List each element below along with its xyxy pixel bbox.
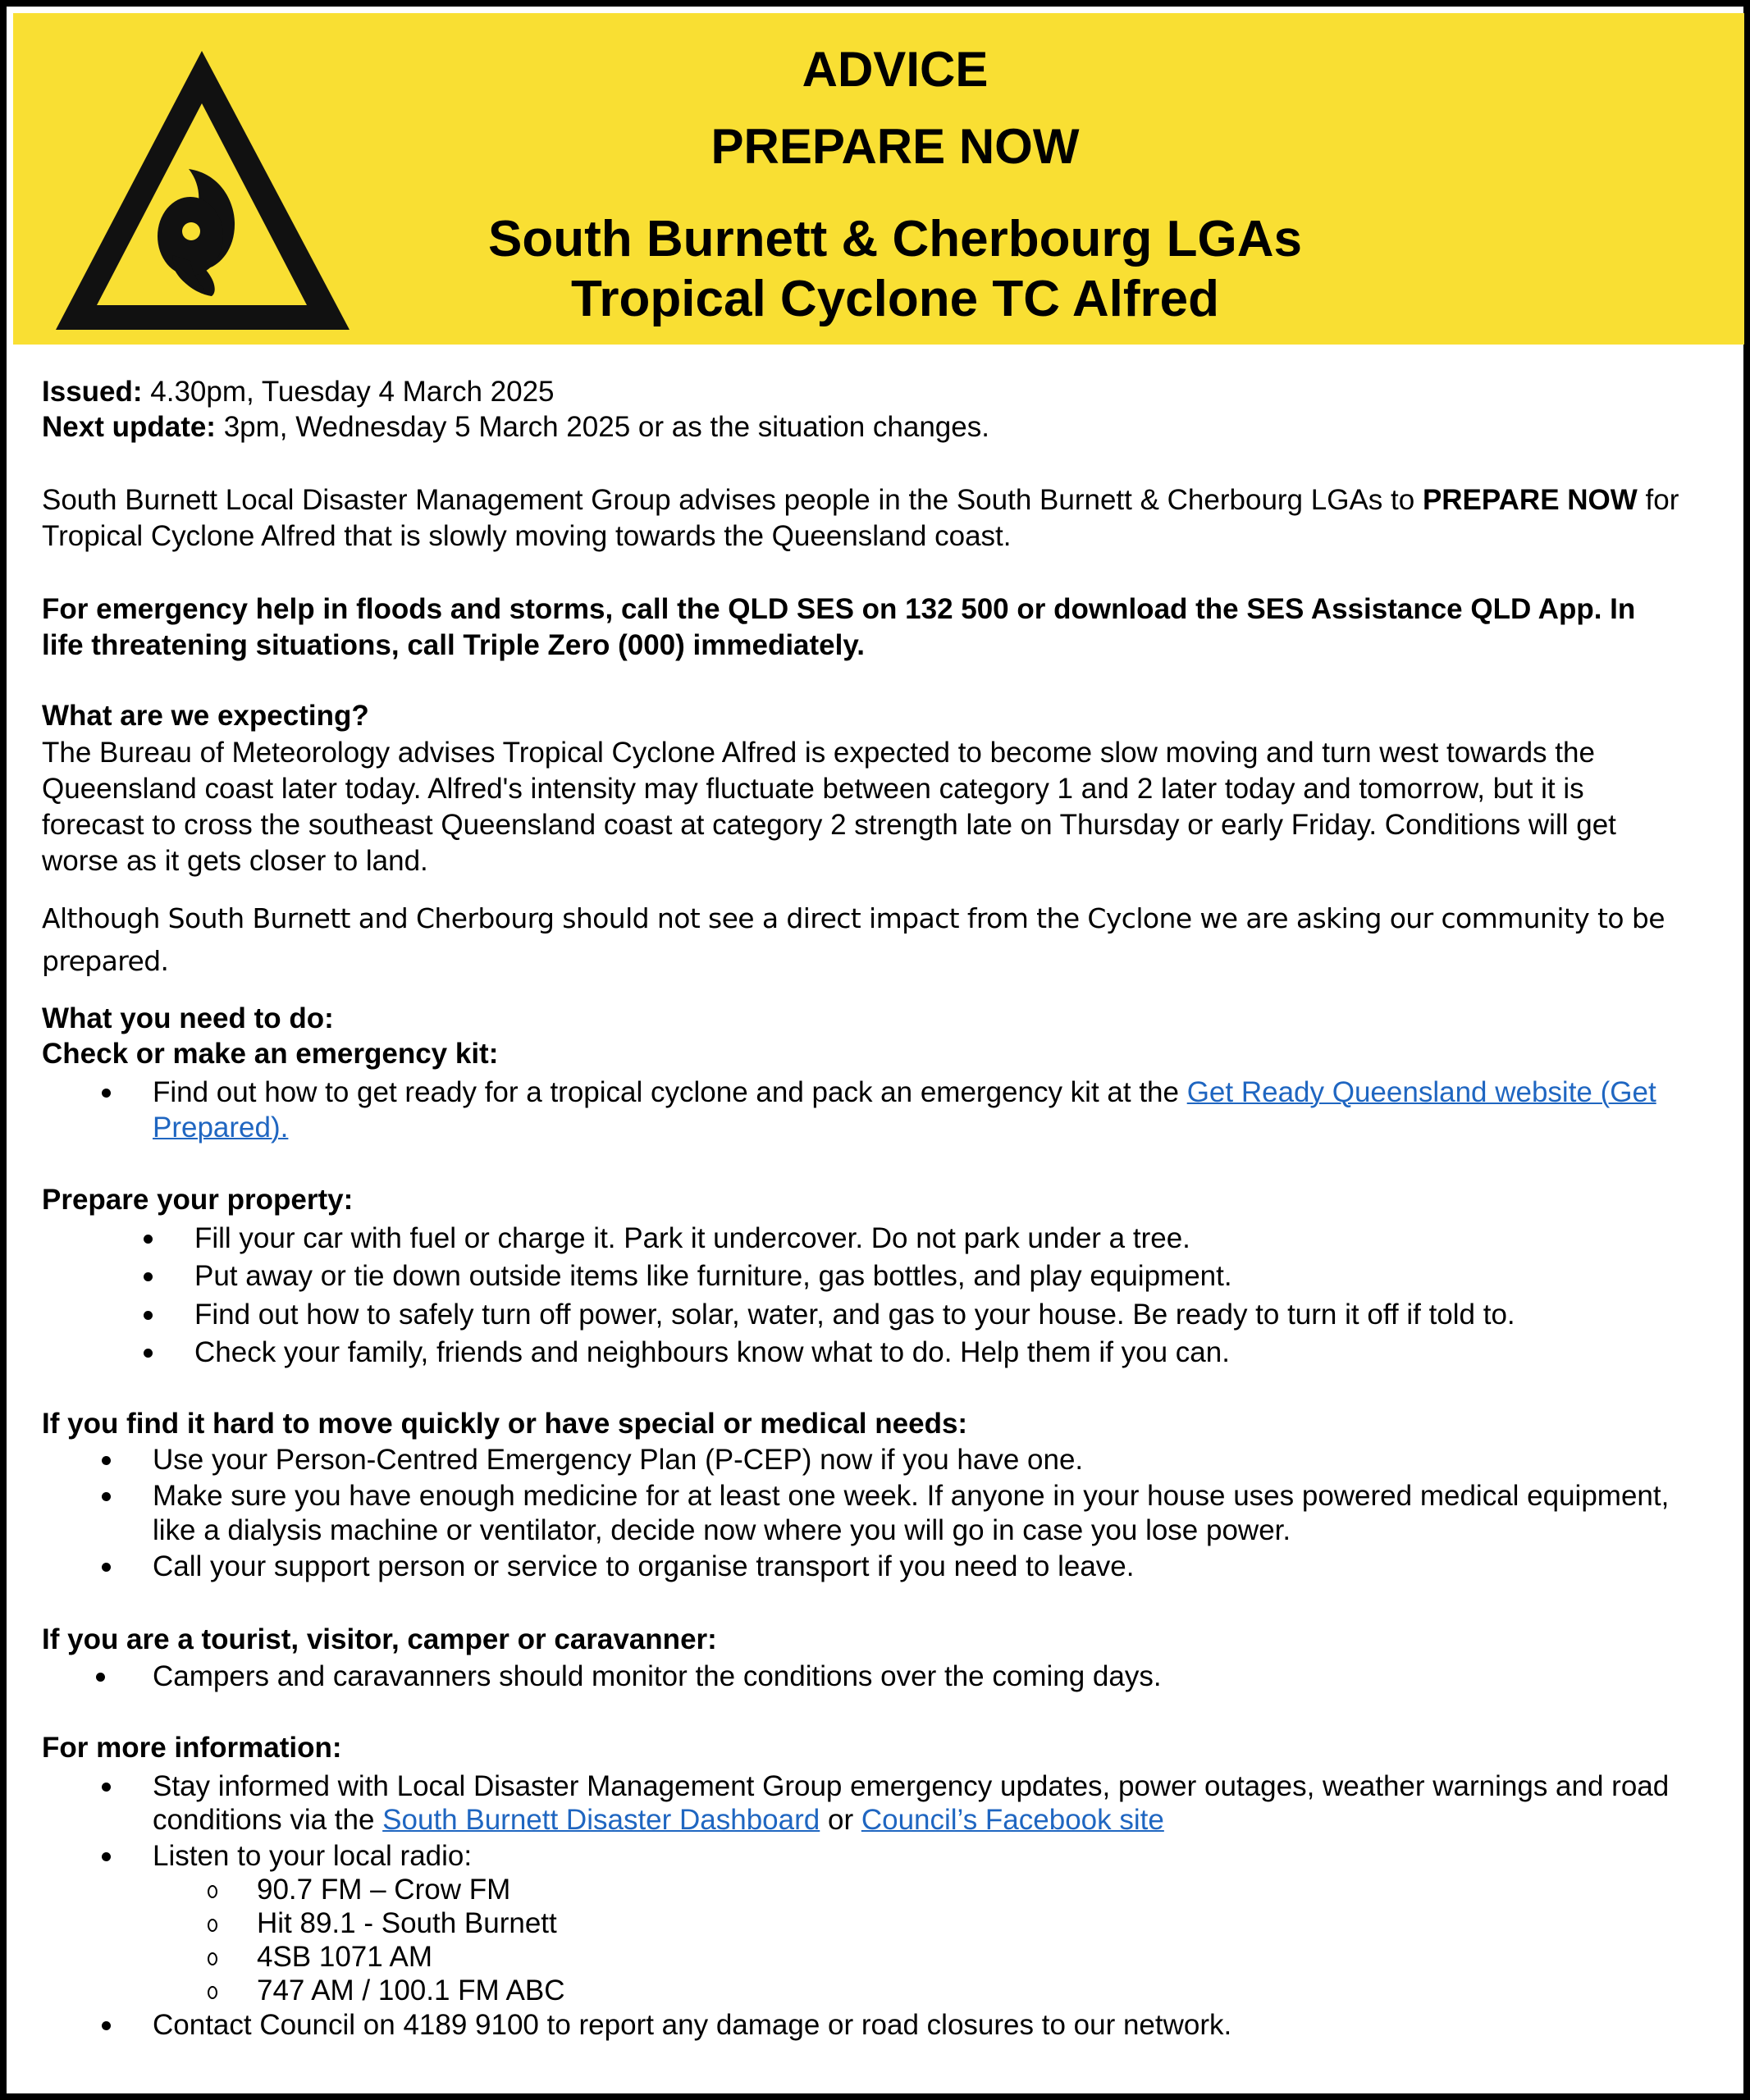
property-item: Fill your car with fuel or charge it. Park it undercover. Do not park under a tree. — [194, 1222, 1190, 1254]
expecting-line-3: forecast to cross the southeast Queensland coast at category 2 strength late on Thursday or early Friday. Conditions will get — [42, 809, 1616, 841]
get-ready-queensland-link[interactable]: Get Ready Queensland website (Get — [1186, 1076, 1656, 1108]
emergency-line-2: life threatening situations, call Triple Zero (000) immediately. — [42, 629, 865, 661]
issued-label: Issued: — [42, 376, 143, 408]
bullet-icon — [102, 1089, 111, 1098]
warning-header-banner — [13, 13, 1744, 345]
property-item: Put away or tie down outside items like furniture, gas bottles, and play equipment. — [194, 1260, 1232, 1292]
sub-bullet-circle-icon — [208, 1952, 217, 1965]
expecting-heading: What are we expecting? — [42, 700, 369, 732]
disaster-dashboard-link[interactable]: South Burnett Disaster Dashboard — [382, 1804, 820, 1836]
special-needs-item: Call your support person or service to organise transport if you need to leave. — [153, 1550, 1135, 1582]
issued-line — [42, 374, 555, 410]
council-facebook-link[interactable]: Council’s Facebook site — [861, 1804, 1164, 1836]
expecting-line-4: worse as it gets closer to land. — [42, 845, 428, 877]
bullet-icon — [144, 1272, 153, 1281]
stay-informed-line-1: Stay informed with Local Disaster Management Group emergency updates, power outages, weather warnings and road — [153, 1770, 1670, 1802]
tourist-heading: If you are a tourist, visitor, camper or caravanner: — [42, 1623, 717, 1655]
expecting-line-1: The Bureau of Meteorology advises Tropical Cyclone Alfred is expected to become slow moving and turn west towards the — [42, 737, 1595, 769]
alert-level-title: ADVICE — [802, 42, 989, 97]
bullet-icon — [144, 1349, 153, 1358]
tourist-item: Campers and caravanners should monitor the conditions over the coming days. — [153, 1660, 1162, 1692]
issued-value: 4.30pm, Tuesday 4 March 2025 — [142, 376, 555, 408]
next-update-line — [42, 409, 989, 445]
bullet-icon — [144, 1235, 153, 1244]
stay-informed-line-2 — [153, 1802, 1164, 1838]
alert-area-title: South Burnett & Cherbourg LGAs — [488, 211, 1302, 267]
bullet-icon — [102, 1563, 111, 1572]
prepare-now-emphasis: PREPARE NOW — [1422, 484, 1638, 516]
stay-informed-text: conditions via the — [153, 1804, 383, 1836]
alert-event-title: Tropical Cyclone TC Alfred — [570, 271, 1220, 327]
kit-item-line-2 — [153, 1110, 288, 1146]
special-needs-heading: If you find it hard to move quickly or have special or medical needs: — [42, 1408, 968, 1440]
sub-bullet-circle-icon — [208, 1986, 217, 1999]
property-item: Find out how to safely turn off power, solar, water, and gas to your house. Be ready to turn it off if told to. — [194, 1299, 1515, 1331]
contact-council-item: Contact Council on 4189 9100 to report any damage or road closures to our network. — [153, 2009, 1232, 2041]
bullet-icon — [102, 1852, 111, 1861]
more-info-heading: For more information: — [42, 1732, 342, 1764]
bullet-icon — [144, 1311, 153, 1320]
property-item: Check your family, friends and neighbours know what to do. Help them if you can. — [194, 1336, 1230, 1368]
bullet-icon — [102, 1783, 111, 1792]
sub-bullet-circle-icon — [208, 1919, 217, 1932]
property-heading: Prepare your property: — [42, 1184, 354, 1216]
get-ready-queensland-link-cont[interactable]: Prepared). — [153, 1112, 289, 1144]
intro-text: South Burnett Local Disaster Management Group advises people in the South Burnett & Cherbourg LGAs to — [42, 484, 1423, 516]
emergency-line-1: For emergency help in floods and storms, call the QLD SES on 132 500 or download the SES Assistance QLD App. In — [42, 593, 1636, 625]
bullet-icon — [102, 2021, 111, 2030]
cyclone-warning-triangle-icon — [49, 46, 354, 335]
todo-heading: What you need to do: — [42, 1002, 334, 1034]
kit-item-line-1 — [153, 1075, 1656, 1111]
radio-station: 747 AM / 100.1 FM ABC — [257, 1974, 565, 2006]
expecting-line-2: Queensland coast later today. Alfred's intensity may fluctuate between category 1 and 2 later today and tomorrow, but it is — [42, 773, 1584, 805]
special-needs-item-cont: like a dialysis machine or ventilator, decide now where you will go in case you lose power. — [153, 1514, 1291, 1546]
radio-station: 90.7 FM – Crow FM — [257, 1874, 511, 1906]
bullet-icon — [102, 1492, 111, 1501]
special-needs-item: Use your Person-Centred Emergency Plan (P-CEP) now if you have one. — [153, 1444, 1084, 1476]
radio-station: Hit 89.1 - South Burnett — [257, 1907, 557, 1939]
bullet-icon — [102, 1456, 111, 1465]
next-update-value: 3pm, Wednesday 5 March 2025 or as the situation changes. — [215, 411, 989, 443]
sub-bullet-circle-icon — [208, 1885, 217, 1898]
alert-action-title: PREPARE NOW — [711, 119, 1080, 174]
kit-item-text: Find out how to get ready for a tropical cyclone and pack an emergency kit at the — [153, 1076, 1187, 1108]
special-needs-item: Make sure you have enough medicine for at least one week. If anyone in your house uses powered medical equipment, — [153, 1480, 1670, 1512]
intro-text-tail: for — [1637, 484, 1679, 516]
bullet-icon — [96, 1673, 105, 1682]
expecting-note-line-2: prepared. — [42, 945, 169, 977]
intro-line-1 — [42, 482, 1679, 518]
intro-line-2: Tropical Cyclone Alfred that is slowly moving towards the Queensland coast. — [42, 520, 1012, 552]
radio-heading: Listen to your local radio: — [153, 1840, 473, 1872]
expecting-note-line-1: Although South Burnett and Cherbourg should not see a direct impact from the Cyclone we are asking our community to be — [42, 902, 1665, 934]
next-update-label: Next update: — [42, 411, 216, 443]
or-text: or — [820, 1804, 861, 1836]
kit-heading: Check or make an emergency kit: — [42, 1038, 499, 1070]
radio-station: 4SB 1071 AM — [257, 1941, 433, 1973]
